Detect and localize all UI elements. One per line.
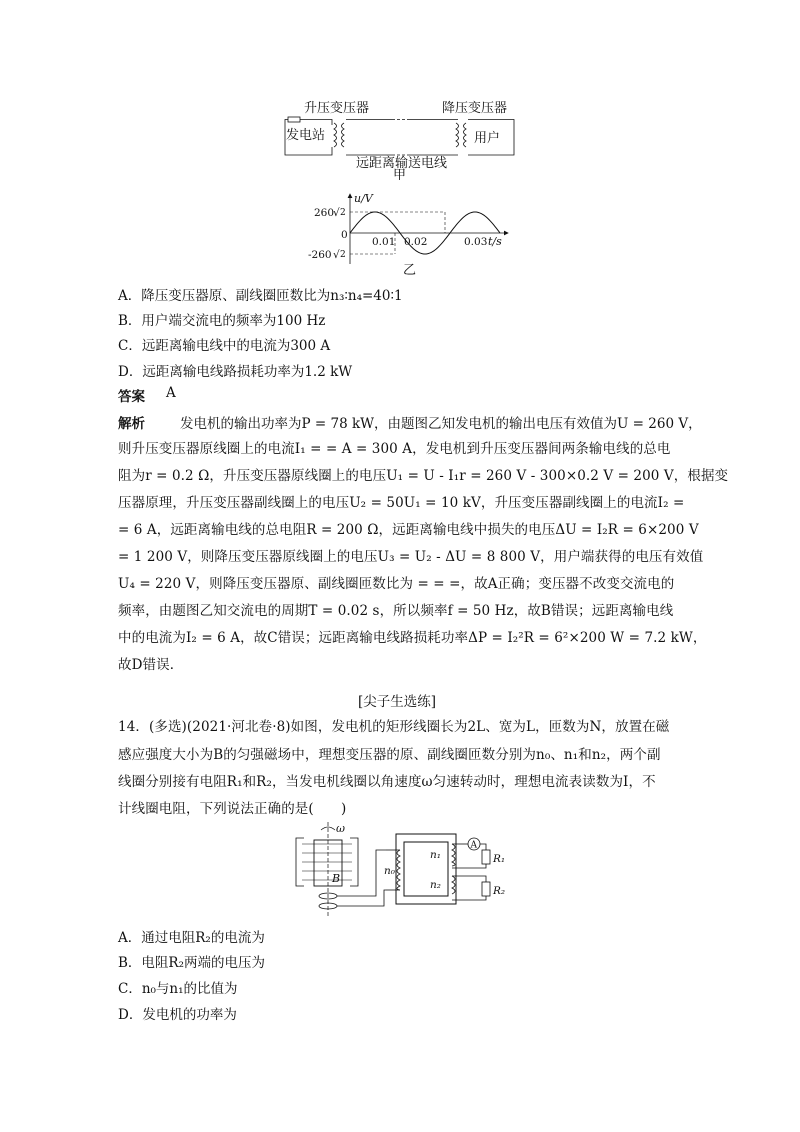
answer-value: A <box>166 385 176 401</box>
omega-label: ω <box>336 822 345 835</box>
step-down-secondary-coil <box>464 123 467 147</box>
q14-stem-line-2: 感应强度大小为B的匀强磁场中，理想变压器的原、副线圈匝数分别为n₀、n₁和n₂，两个副 <box>118 747 661 763</box>
r2-label: R₂ <box>493 885 506 897</box>
step-down-primary-coil <box>456 123 459 147</box>
analysis-line-9: 中的电流为I₂ = 6 A，故C错误；远距离输电线路损耗功率ΔP = I₂²R = 6²×200 W = 7.2 kW， <box>118 630 707 646</box>
q14-stem-line-3: 线圈分别接有电阻R₁和R₂，当发电机线圈以角速度ω匀速转动时，理想电流表读数为I，不 <box>118 774 656 790</box>
y-tick-negative: -260 <box>308 249 332 261</box>
analysis-line-10: 故D错误． <box>118 657 184 673</box>
fuse-symbol <box>288 117 300 122</box>
power-plant-label: 发电站 <box>286 128 326 143</box>
analysis-line-8: 频率，由题图乙知交流电的周期T = 0.02 s，所以频率f = 50 Hz，故B错误；远距离输电线 <box>118 603 674 619</box>
analysis-line-6: = 1 200 V，则降压变压器原线圈上的电压U₃ = U₂ - ΔU = 8 800 V，用户端获得的电压有效值 <box>118 549 704 565</box>
section-title: [尖子生选练] <box>358 694 437 710</box>
b-field-label: B <box>332 872 341 885</box>
figure-yi-caption: 乙 <box>403 263 417 278</box>
step-up-transformer-label: 升压变压器 <box>304 101 370 116</box>
x-axis-label: t/s <box>488 235 502 248</box>
q14-option-d: D．发电机的功率为 <box>118 1007 237 1023</box>
q14-stem-line-4: 计线圈电阻，下列说法正确的是( ) <box>118 801 347 817</box>
user-label: 用户 <box>474 131 501 146</box>
analysis-line-1: 发电机的输出功率为P = 78 kW，由题图乙知发电机的输出电压有效值为U = 260 V， <box>180 416 702 432</box>
root-symbol-pos: √ <box>333 207 340 219</box>
q13-option-a: A．降压变压器原、副线圈匝数比为n₃∶n₄=40∶1 <box>118 288 403 304</box>
figure-transmission-schematic <box>280 95 520 180</box>
analysis-line-2: 则升压变压器原线圈上的电流I₁ = = A = 300 A，发电机到升压变压器间两条输电线的总电 <box>118 441 671 457</box>
y-tick-positive-root: 2 <box>340 208 346 218</box>
ammeter-label: A <box>470 840 477 851</box>
answer-label: 答案 <box>118 389 145 405</box>
q13-option-c: C．远距离输电线中的电流为300 A <box>118 338 331 354</box>
root-symbol-neg: √ <box>333 249 340 261</box>
analysis-line-7: U₄ = 220 V，则降压变压器原、副线圈匝数比为 = = =，故A正确；变压器不改变交流电的 <box>118 576 675 592</box>
q14-stem-line-1: 14．(多选)(2021·河北卷·8)如图，发电机的矩形线圈长为2L、宽为L，匝数为N，放置在磁 <box>118 719 670 735</box>
y-tick-negative-root: 2 <box>340 250 346 260</box>
transmission-line-label: 远距离输送电线 <box>356 156 448 171</box>
generator-wire-bottom <box>337 890 386 906</box>
analysis-line-3: 阻为r = 0.2 Ω，升压变压器原线圈上的电压U₁ = U - I₁r = 260 V - 300×0.2 V = 200 V，根据变 <box>118 468 729 484</box>
step-up-primary-coil <box>334 123 337 147</box>
n0-label: n₀ <box>384 865 395 877</box>
resistor-r1 <box>482 850 490 864</box>
y-tick-positive: 260 <box>314 207 335 219</box>
analysis-label: 解析 <box>118 416 145 432</box>
plant-wire <box>300 120 332 126</box>
n1-label: n₁ <box>430 849 441 861</box>
n2-label: n₂ <box>430 879 441 891</box>
secondary-coil-n2 <box>452 876 455 894</box>
q13-option-d: D．远距离输电线路损耗功率为1.2 kW <box>118 364 353 380</box>
resistor-r2 <box>482 882 490 896</box>
x-tick-0-02: 0.02 <box>404 236 428 248</box>
q14-option-b: B．电阻R₂两端的电压为 <box>118 955 265 971</box>
primary-coil <box>397 850 400 890</box>
transformer-core <box>396 834 456 904</box>
x-tick-0-03: 0.03 <box>464 236 488 248</box>
origin-label: 0 <box>341 229 348 241</box>
figure-jia-caption: 甲 <box>393 168 407 180</box>
analysis-line-5: = 6 A，远距离输电线的总电阻R = 200 Ω，远距离输电线中损失的电压ΔU = I₂R = 6×200 V <box>118 522 699 538</box>
x-tick-0-01: 0.01 <box>372 236 396 248</box>
figure-sine-wave <box>300 188 520 278</box>
analysis-line-4: 压器原理，升压变压器副线圈上的电压U₂ = 50U₁ = 10 kV，升压变压器副线圈上的电流I₂ = <box>118 495 685 511</box>
step-up-secondary-coil <box>342 123 345 147</box>
figure-generator-transformer <box>290 820 515 920</box>
generator-wire-top <box>337 850 386 896</box>
secondary-coil-n1 <box>452 844 455 866</box>
q13-option-b: B．用户端交流电的频率为100 Hz <box>118 313 326 329</box>
step-down-transformer-label: 降压变压器 <box>442 101 508 116</box>
r1-label: R₁ <box>493 853 506 865</box>
q14-option-c: C．n₀与n₁的比值为 <box>118 981 238 997</box>
y-axis-label: u/V <box>354 192 373 205</box>
q14-option-a: A．通过电阻R₂的电流为 <box>118 930 265 946</box>
